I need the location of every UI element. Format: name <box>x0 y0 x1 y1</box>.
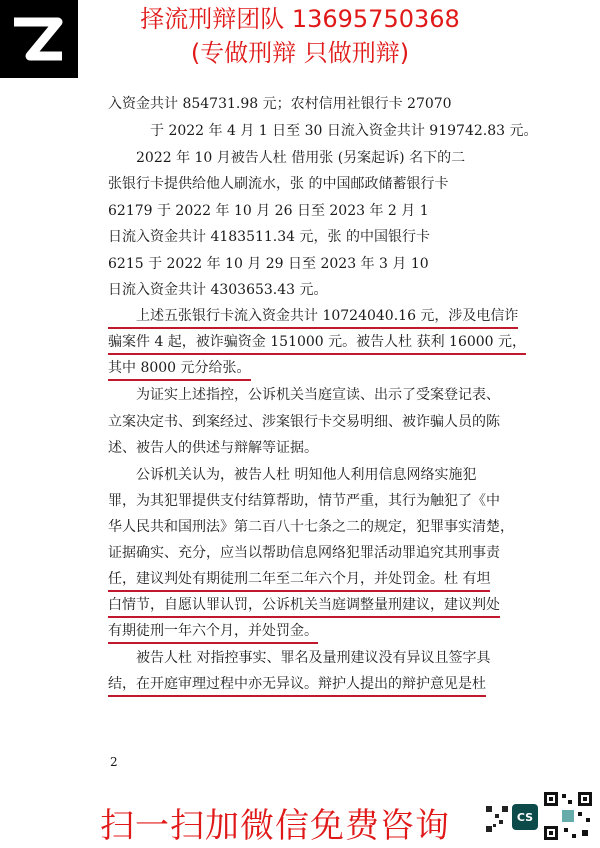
highlighted-line: 结，在开庭审理过程中亦无异议。辩护人提出的辩护意见是杜 <box>108 674 486 697</box>
highlighted-line: 白情节，自愿认罪认罚，公诉机关当庭调整量刑建议，建议判处 <box>108 595 500 618</box>
text-line: 被告人杜 对指控事实、罪名及量刑建议没有异议且签字具 <box>136 650 491 666</box>
text-line: 公诉机关认为，被告人杜 明知他人利用信息网络实施犯 <box>136 467 477 483</box>
header <box>90 2 510 70</box>
text-line: 62179 于 2022 年 10 月 26 日至 2023 年 2 月 1 <box>108 203 429 219</box>
text-line: 证据确实、充分，应当以帮助信息网络犯罪活动罪追究其刑事责 <box>108 545 500 561</box>
page-number: 2 <box>110 755 118 769</box>
text-line: 罪，为其犯罪提供支付结算帮助，情节严重，其行为触犯了《中 <box>108 493 500 509</box>
text-line: 日流入资金共计 4183511.34 元，张 的中国银行卡 <box>108 229 430 245</box>
highlighted-line: 任，建议判处有期徒刑二年至二年六个月，并处罚金。杜 有坦 <box>108 569 490 592</box>
highlighted-line: 骗案件 4 起，被诈骗资金 151000 元。被告人杜 获利 16000 元， <box>108 332 526 355</box>
footer-cta: 扫一扫加微信免费咨询 <box>100 806 450 846</box>
text-line: 立案决定书、到案经过、涉案银行卡交易明细、被诈骗人员的陈 <box>108 414 500 430</box>
text-line: 述、被告人的供述与辩解等证据。 <box>108 440 318 456</box>
text-line: 6215 于 2022 年 10 月 29 日至 2023 年 3 月 10 <box>108 256 429 272</box>
text-line: 张银行卡提供给他人刷流水，张 的中国邮政储蓄银行卡 <box>108 176 449 192</box>
logo-icon <box>0 0 78 78</box>
text-line: 华人民共和国刑法》第二百八十七条之二的规定，犯罪事实清楚， <box>108 519 514 535</box>
text-line: 为证实上述指控，公诉机关当庭宣读、出示了受案登记表、 <box>136 387 500 403</box>
text-line: 2022 年 10 月被告人杜 借用张 (另案起诉) 名下的二 <box>136 150 466 166</box>
highlighted-line: 上述五张银行卡流入资金共计 10724040.16 元，涉及电信诈 <box>108 306 518 329</box>
header-subtitle: (专做刑辩 只做刑辩) <box>190 39 410 67</box>
cs-badge-icon: CS <box>512 804 538 830</box>
qr-code-icon[interactable] <box>542 790 594 842</box>
header-title: 择流刑辩团队 13695750368 <box>140 5 460 33</box>
small-qr-icon <box>484 804 510 834</box>
highlighted-line: 有期徒刑一年六个月，并处罚金。 <box>108 621 318 644</box>
text-line: 于 2022 年 4 月 1 日至 30 日流入资金共计 919742.83 元。 <box>150 123 538 139</box>
text-line: 日流入资金共计 4303653.43 元。 <box>108 282 328 298</box>
text-line: 入资金共计 854731.98 元；农村信用社银行卡 27070 <box>108 96 452 112</box>
highlighted-line: 其中 8000 元分给张。 <box>108 358 251 381</box>
